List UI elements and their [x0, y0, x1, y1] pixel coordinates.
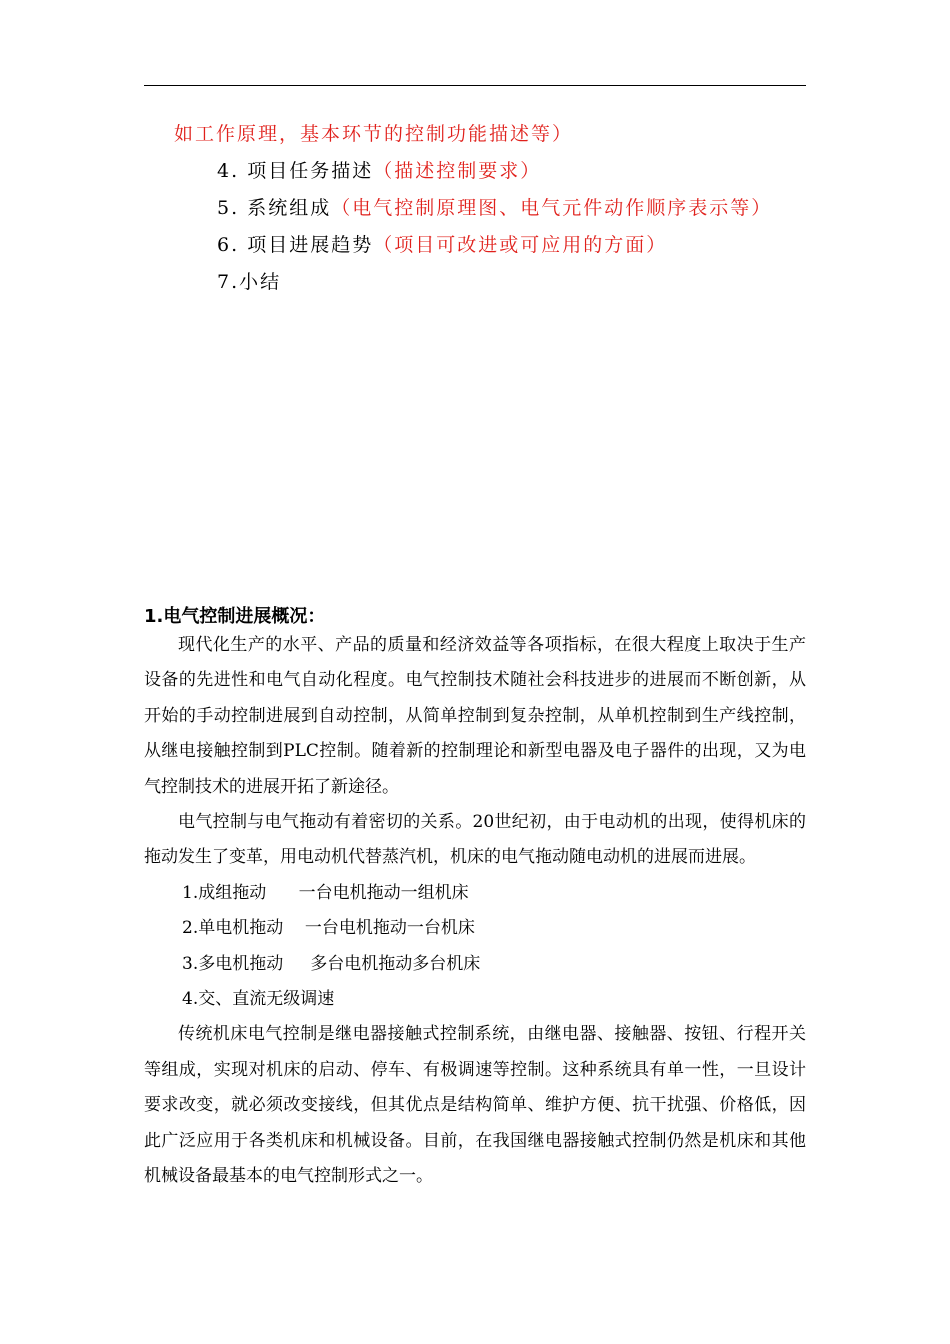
drive-type-item: 1.成组拖动 一台电机拖动一组机床	[182, 882, 469, 903]
outline-item-number: 4.	[217, 160, 240, 182]
section-body	[144, 628, 806, 1195]
outline-item-label: 项目进展趋势	[247, 234, 374, 256]
section-heading: 1.电气控制进展概况：	[144, 606, 326, 627]
outline-item-trend	[217, 233, 667, 257]
outline-item-number: 5.	[217, 197, 240, 219]
outline-item-note: （描述控制要求）	[373, 160, 542, 182]
drive-type-item: 4.交、直流无级调速	[182, 989, 335, 1010]
drive-type-item: 2.单电机拖动 一台电机拖动一台机床	[182, 918, 475, 939]
outline-item-number: 7.	[217, 271, 240, 293]
outline-item-label: 小结	[239, 271, 282, 293]
outline-continuation: 如工作原理，基本环节的控制功能描述等）	[174, 123, 574, 145]
outline-item-summary	[217, 270, 281, 294]
outline-item-task	[217, 159, 541, 183]
outline-item-number: 6.	[217, 234, 240, 256]
body-paragraph: 电气控制与电气拖动有着密切的关系。20世纪初，由于电动机的出现，使得机床的拖动发生了变革，用电动机代替蒸汽机，机床的电气拖动随电动机的进展而进展。	[144, 812, 806, 868]
outline-item-label: 系统组成	[247, 197, 332, 219]
body-paragraph: 现代化生产的水平、产品的质量和经济效益等各项指标，在很大程度上取决于生产设备的先进性和电气自动化程度。电气控制技术随社会科技进步的进展而不断创新，从开始的手动控制进展到自动控制，从简单控制到复杂控制，从单机控制到生产线控制，从继电接触控制到PLC控制。随着新的控制理论和新型电器及电子器件的出现，又为电气控制技术的进展开拓了新途径。	[144, 635, 806, 797]
outline-item-system	[217, 196, 772, 220]
drive-type-item: 3.多电机拖动 多台电机拖动多台机床	[182, 953, 481, 974]
header-rule	[144, 85, 806, 86]
outline-item-label: 项目任务描述	[247, 160, 374, 182]
body-paragraph: 传统机床电气控制是继电器接触式控制系统，由继电器、接触器、按钮、行程开关等组成，实现对机床的启动、停车、有极调速等控制。这种系统具有单一性，一旦设计要求改变，就必须改变接线，但其优点是结构简单、维护方便、抗干扰强、价格低，因此广泛应用于各类机床和机械设备。目前，在我国继电器接触式控制仍然是机床和其他机械设备最基本的电气控制形式之一。	[144, 1024, 806, 1187]
outline-item-note: （项目可改进或可应用的方面）	[373, 234, 668, 256]
outline-item-note: （电气控制原理图、电气元件动作顺序表示等）	[331, 197, 773, 219]
